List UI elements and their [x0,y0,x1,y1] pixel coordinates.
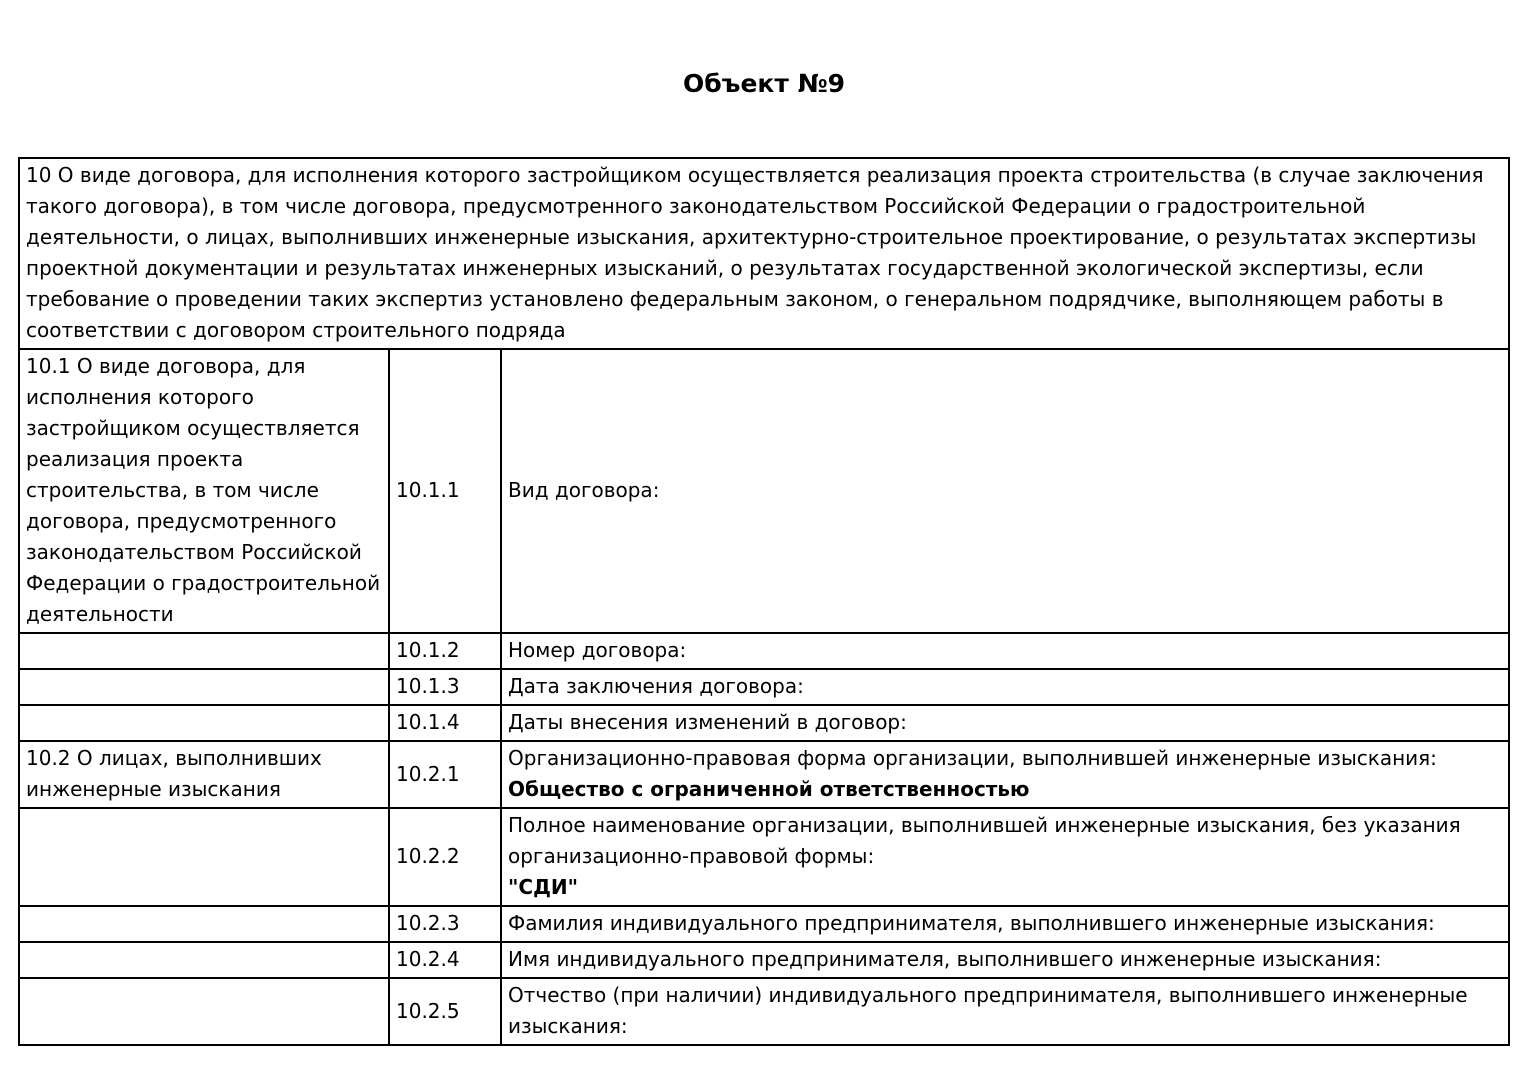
table-row [19,978,1509,1045]
number-cell: 10.2.4 [389,942,501,978]
number-cell: 10.2.5 [389,978,501,1045]
table-row [19,633,1509,669]
table-row [19,741,1509,808]
section-cell [19,669,389,705]
content-label: Вид договора: [508,478,660,502]
section-cell: 10.2 О лицах, выполнивших инженерные изыскания [19,741,389,808]
content-label: Фамилия индивидуального предпринимателя, выполнившего инженерные изыскания: [508,911,1435,935]
content-label: Отчество (при наличии) индивидуального предпринимателя, выполнившего инженерные изыскания: [508,983,1468,1038]
content-cell [501,978,1509,1045]
content-cell [501,705,1509,741]
section-cell [19,906,389,942]
number-cell: 10.1.1 [389,349,501,633]
table-body [19,158,1509,1045]
section-cell [19,978,389,1045]
content-label: Организационно-правовая форма организации, выполнившей инженерные изыскания: [508,746,1437,770]
content-value: "СДИ" [508,875,579,899]
number-cell: 10.1.4 [389,705,501,741]
content-cell [501,669,1509,705]
content-label: Полное наименование организации, выполнившей инженерные изыскания, без указания организационно-правовой формы: [508,813,1461,868]
table-row [19,349,1509,633]
section-cell: 10.1 О виде договора, для исполнения которого застройщиком осуществляется реализация проекта строительства, в том числе договора, предусмотренного законодательством Российской Федерации о градостроительной деятельности [19,349,389,633]
table-row [19,942,1509,978]
declaration-table [18,157,1510,1046]
section-cell [19,633,389,669]
section-cell [19,705,389,741]
section-10-header: 10 О виде договора, для исполнения которого застройщиком осуществляется реализация проекта строительства (в случае заключения такого договора), в том числе договора, предусмотренного законодательством Российской Федерации о градостроительной деятельности, о лицах, выполнивших инженерные изыскания, архитектурно-строительное проектирование, о результатах экспертизы проектной документации и результатах инженерных изысканий, о результатах государственной экологической экспертизы, если требование о проведении таких экспертиз установлено федеральным законом, о генеральном подрядчике, выполняющем работы в соответствии с договором строительного подряда [19,158,1509,349]
table-row [19,808,1509,906]
content-label: Дата заключения договора: [508,674,804,698]
content-cell [501,349,1509,633]
number-cell: 10.1.3 [389,669,501,705]
table-row [19,906,1509,942]
table-header-row [19,158,1509,349]
number-cell: 10.2.1 [389,741,501,808]
content-cell [501,741,1509,808]
number-cell: 10.2.3 [389,906,501,942]
section-cell [19,808,389,906]
document-title: Объект №9 [682,69,846,98]
content-label: Даты внесения изменений в договор: [508,710,907,734]
section-cell [19,942,389,978]
table-row [19,705,1509,741]
table-row [19,669,1509,705]
number-cell: 10.1.2 [389,633,501,669]
content-cell [501,633,1509,669]
content-value: Общество с ограниченной ответственностью [508,777,1030,801]
content-label: Номер договора: [508,638,687,662]
content-cell [501,808,1509,906]
content-cell [501,942,1509,978]
content-cell [501,906,1509,942]
content-label: Имя индивидуального предпринимателя, выполнившего инженерные изыскания: [508,947,1382,971]
number-cell: 10.2.2 [389,808,501,906]
